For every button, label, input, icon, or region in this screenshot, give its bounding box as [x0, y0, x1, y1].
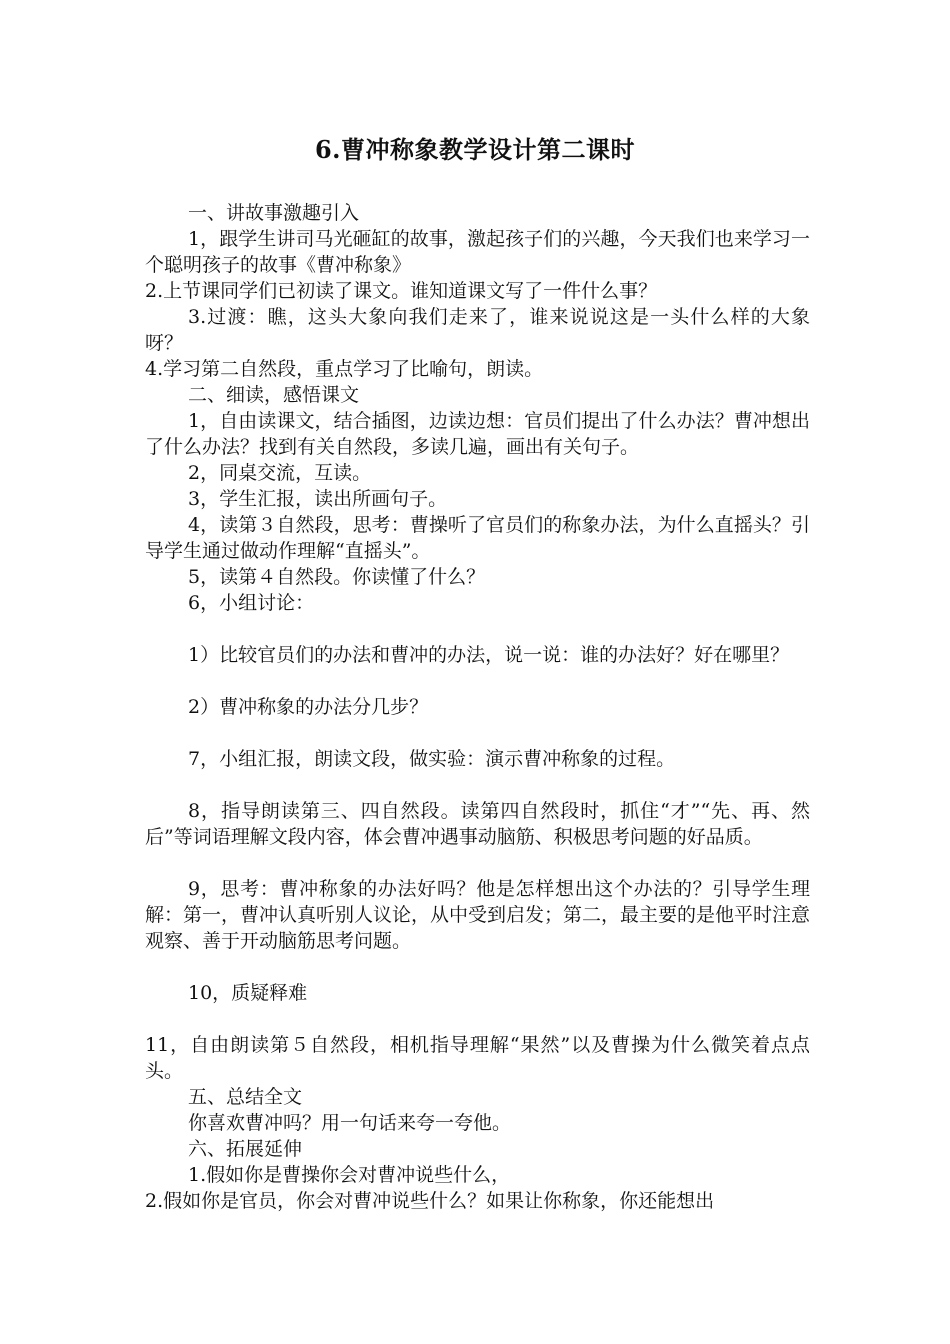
spacer [145, 668, 810, 694]
document-title: 6.曹冲称象教学设计第二课时 [314, 135, 636, 164]
paragraph: 9，思考：曹冲称象的办法好吗？他是怎样想出这个办法的？引导学生理解：第一，曹冲认真听别人议论，从中受到启发；第二，最主要的是他平时注意观察、善于开动脑筋思考问题。 [145, 878, 811, 952]
section-heading-intro: 一、讲故事激趣引入 [188, 202, 360, 224]
paragraph: 8，指导朗读第三、四自然段。读第四自然段时，抓住“才”“先、再、然后”等词语理解文段内容，体会曹冲遇事动脑筋、积极思考问题的好品质。 [145, 800, 810, 848]
paragraph: 1.假如你是曹操你会对曹冲说些什么， [188, 1164, 511, 1186]
paragraph: 4.学习第二自然段，重点学习了比喻句，朗读。 [145, 358, 544, 380]
spacer [145, 616, 810, 642]
section-heading-extension: 六、拓展延伸 [188, 1138, 303, 1160]
document-body [145, 200, 810, 1214]
paragraph: 2.假如你是官员，你会对曹冲说些什么？如果让你称象，你还能想出 [145, 1190, 715, 1212]
paragraph: 7，小组汇报，朗读文段，做实验：演示曹冲称象的过程。 [188, 748, 676, 770]
spacer [145, 1006, 810, 1032]
paragraph: 3，学生汇报，读出所画句子。 [188, 488, 448, 510]
paragraph: 1）比较官员们的办法和曹冲的办法，说一说：谁的办法好？好在哪里？ [188, 644, 790, 666]
paragraph: 6，小组讨论： [188, 592, 315, 614]
paragraph: 2.上节课同学们已初读了课文。谁知道课文写了一件什么事？ [145, 280, 658, 302]
paragraph: 5，读第４自然段。你读懂了什么？ [188, 566, 486, 588]
paragraph: 2）曹冲称象的办法分几步？ [188, 696, 429, 718]
spacer [145, 954, 810, 980]
paragraph: 4，读第３自然段，思考：曹操听了官员们的称象办法，为什么直摇头？引导学生通过做动作理解“直摇头”。 [145, 514, 810, 562]
paragraph: 1，跟学生讲司马光砸缸的故事，激起孩子们的兴趣，今天我们也来学习一个聪明孩子的故事《曹冲称象》 [145, 228, 810, 276]
section-heading-reading: 二、细读，感悟课文 [188, 384, 360, 406]
paragraph: 你喜欢曹冲吗？用一句话来夸一夸他。 [188, 1112, 512, 1134]
paragraph: 3.过渡：瞧，这头大象向我们走来了，谁来说说这是一头什么样的大象呀？ [145, 306, 810, 354]
section-heading-summary: 五、总结全文 [188, 1086, 303, 1108]
spacer [145, 850, 810, 876]
spacer [145, 772, 810, 798]
spacer [145, 720, 810, 746]
paragraph: 1，自由读课文，结合插图，边读边想：官员们提出了什么办法？曹冲想出了什么办法？找到有关自然段，多读几遍，画出有关句子。 [145, 410, 810, 458]
paragraph: 11，自由朗读第５自然段，相机指导理解“果然”以及曹操为什么微笑着点点头。 [145, 1034, 810, 1082]
paragraph: 2，同桌交流，互读。 [188, 462, 372, 484]
paragraph: 10，质疑释难 [188, 982, 308, 1004]
